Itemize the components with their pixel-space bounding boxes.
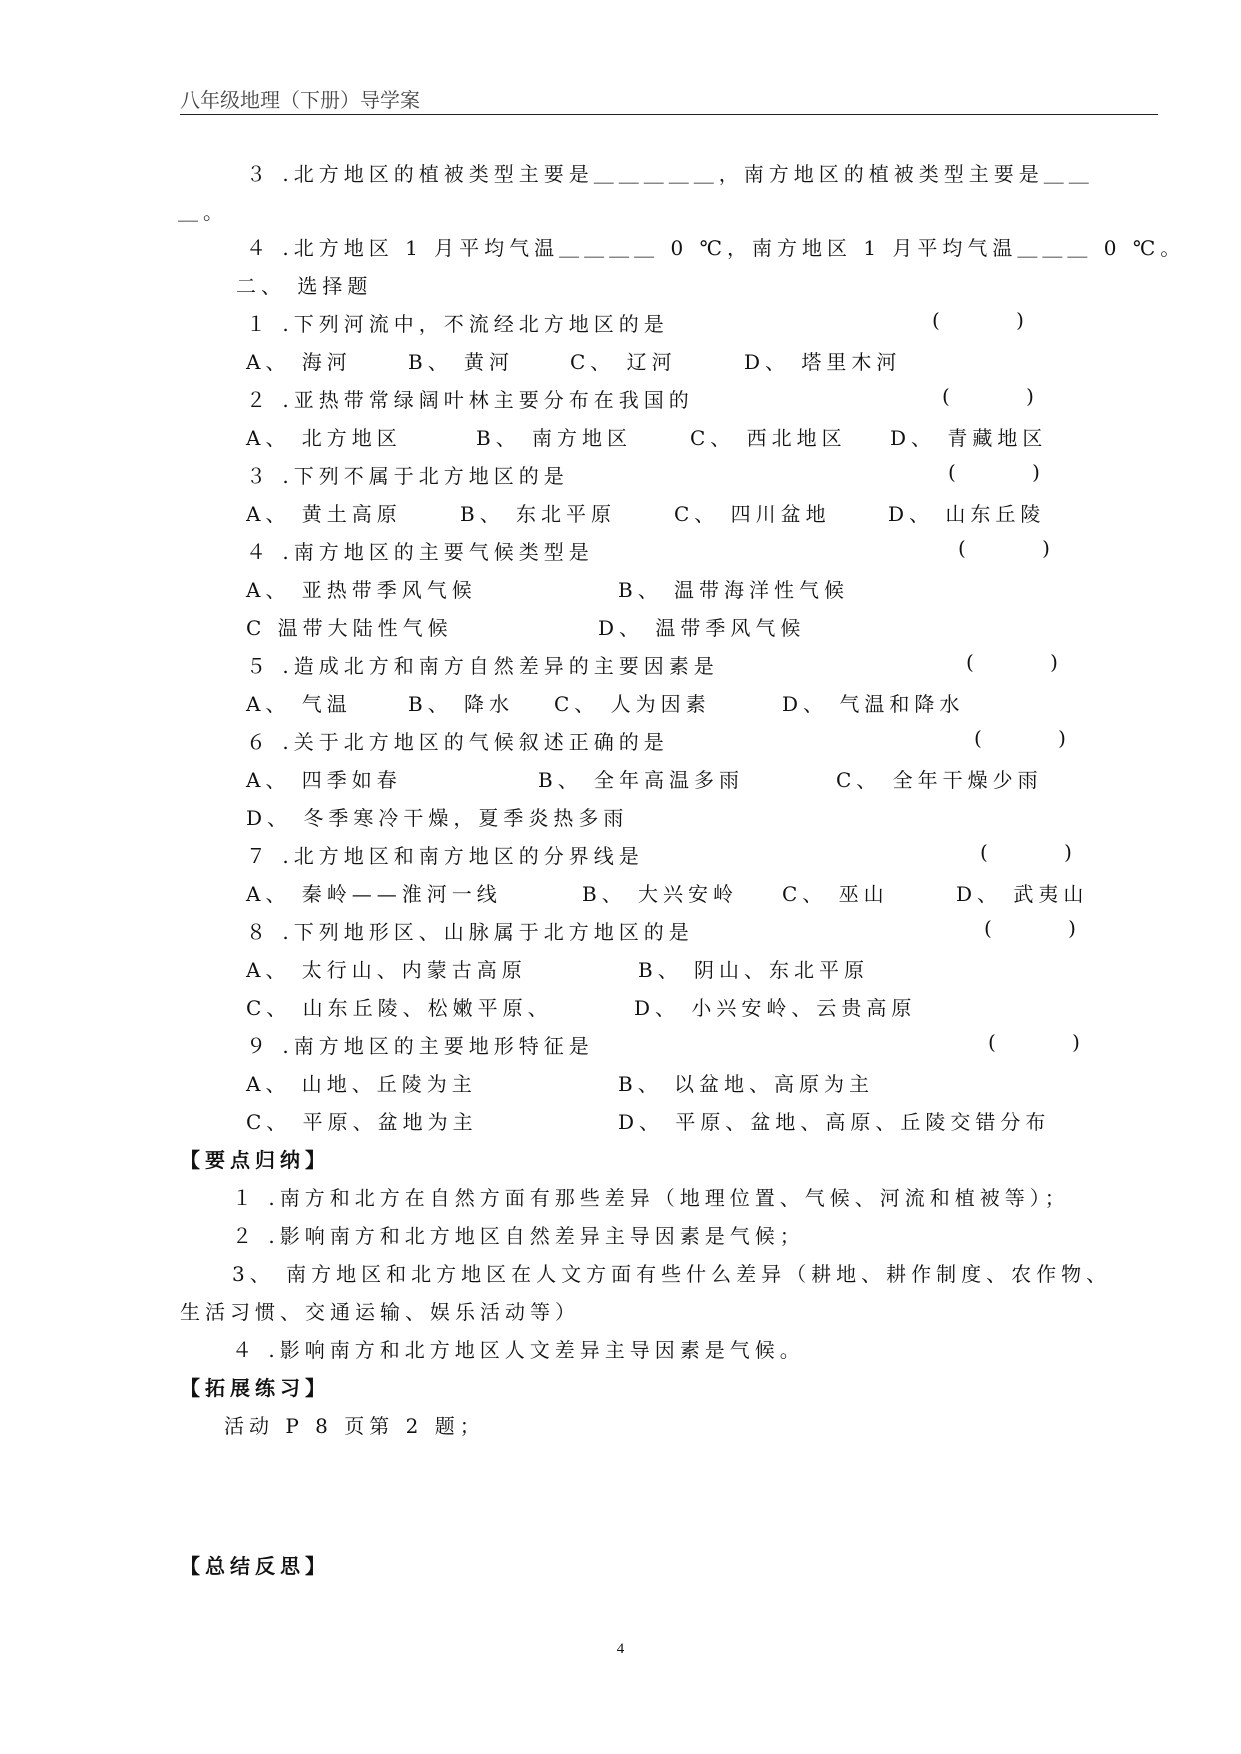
option: A、 黄土高原 [246, 502, 402, 526]
summary-title: 【要点归纳】 [180, 1148, 330, 1172]
answer-paren: ( ) [958, 536, 1050, 560]
option: D、 山东丘陵 [888, 502, 1046, 526]
option: C、 西北地区 [690, 426, 847, 450]
question-stem: ９ .南方地区的主要地形特征是 [246, 1034, 594, 1058]
option: B、 以盆地、高原为主 [618, 1072, 875, 1096]
option: C、 平原、盆地为主 [246, 1110, 478, 1134]
option: A、 山地、丘陵为主 [246, 1072, 477, 1096]
question-stem: ２ .亚热带常绿阔叶林主要分布在我国的 [246, 388, 694, 412]
option: B、 黄河 [408, 350, 515, 374]
option: A、 四季如春 [246, 768, 402, 792]
summary-item: ２ .影响南方和北方地区自然差异主导因素是气候； [232, 1224, 805, 1248]
answer-paren: ( ) [948, 460, 1040, 484]
fill-in-3-line1: ３ .北方地区的植被类型主要是＿＿＿＿＿，南方地区的植被类型主要是＿＿ [246, 162, 1094, 186]
option: C、 山东丘陵、松嫩平原、 [246, 996, 553, 1020]
option: A、 亚热带季风气候 [246, 578, 477, 602]
option: C 温带大陆性气候 [246, 616, 453, 640]
option: B、 全年高温多雨 [538, 768, 745, 792]
option: D、 平原、盆地、高原、丘陵交错分布 [618, 1110, 1051, 1134]
option: D、 温带季风气候 [598, 616, 806, 640]
option: D、 塔里木河 [744, 350, 902, 374]
fill-in-3-line2: ＿。 [178, 200, 228, 224]
option: A、 秦岭——淮河一线 [246, 882, 502, 906]
summary-item: 3、 南方地区和北方地区在人文方面有些什么差异（耕地、耕作制度、农作物、 [232, 1262, 1112, 1286]
summary-item-continued: 生活习惯、交通运输、娱乐活动等） [180, 1300, 580, 1324]
option: C、 四川盆地 [674, 502, 831, 526]
extension-title: 【拓展练习】 [180, 1376, 330, 1400]
question-stem: ３ .下列不属于北方地区的是 [246, 464, 569, 488]
extension-text: 活动 P 8 页第 2 题； [224, 1414, 485, 1438]
header-title: 八年级地理（下册）导学案 [180, 88, 420, 112]
page-number: 4 [616, 1641, 625, 1657]
option: D、 青藏地区 [890, 426, 1048, 450]
option: B、 温带海洋性气候 [618, 578, 850, 602]
option: B、 阴山、东北平原 [638, 958, 870, 982]
page-header [180, 90, 1158, 115]
question-stem: ５ .造成北方和南方自然差异的主要因素是 [246, 654, 719, 678]
option: D、 气温和降水 [782, 692, 965, 716]
option: D、 冬季寒冷干燥，夏季炎热多雨 [246, 806, 629, 830]
answer-paren: ( ) [932, 308, 1024, 332]
option: A、 气温 [246, 692, 352, 716]
option: D、 武夷山 [956, 882, 1089, 906]
question-stem: １ .下列河流中，不流经北方地区的是 [246, 312, 669, 336]
question-stem: ６ .关于北方地区的气候叙述正确的是 [246, 730, 669, 754]
option: B、 大兴安岭 [582, 882, 739, 906]
answer-paren: ( ) [984, 916, 1076, 940]
option: B、 东北平原 [460, 502, 617, 526]
option: A、 太行山、内蒙古高原 [246, 958, 527, 982]
option: C、 人为因素 [554, 692, 711, 716]
section-title-choice: 二、 选择题 [236, 274, 373, 298]
question-stem: ７ .北方地区和南方地区的分界线是 [246, 844, 644, 868]
option: B、 南方地区 [476, 426, 633, 450]
answer-paren: ( ) [974, 726, 1066, 750]
answer-paren: ( ) [966, 650, 1058, 674]
option: C、 巫山 [782, 882, 889, 906]
answer-paren: ( ) [942, 384, 1034, 408]
option: D、 小兴安岭、云贵高原 [634, 996, 917, 1020]
answer-paren: ( ) [980, 840, 1072, 864]
option: A、 北方地区 [246, 426, 402, 450]
option: C、 全年干燥少雨 [836, 768, 1043, 792]
option: A、 海河 [246, 350, 352, 374]
summary-item: １ .南方和北方在自然方面有那些差异（地理位置、气候、河流和植被等）； [232, 1186, 1070, 1210]
reflection-title: 【总结反思】 [180, 1554, 330, 1578]
question-stem: ４ .南方地区的主要气候类型是 [246, 540, 594, 564]
fill-in-4: ４ .北方地区 1 月平均气温＿＿＿＿ 0 ℃，南方地区 1 月平均气温＿＿＿ 0 ℃。 [246, 236, 1186, 260]
answer-paren: ( ) [988, 1030, 1080, 1054]
question-stem: ８ .下列地形区、山脉属于北方地区的是 [246, 920, 694, 944]
option: B、 降水 [408, 692, 515, 716]
summary-item: ４ .影响南方和北方地区人文差异主导因素是气候。 [232, 1338, 805, 1362]
option: C、 辽河 [570, 350, 677, 374]
